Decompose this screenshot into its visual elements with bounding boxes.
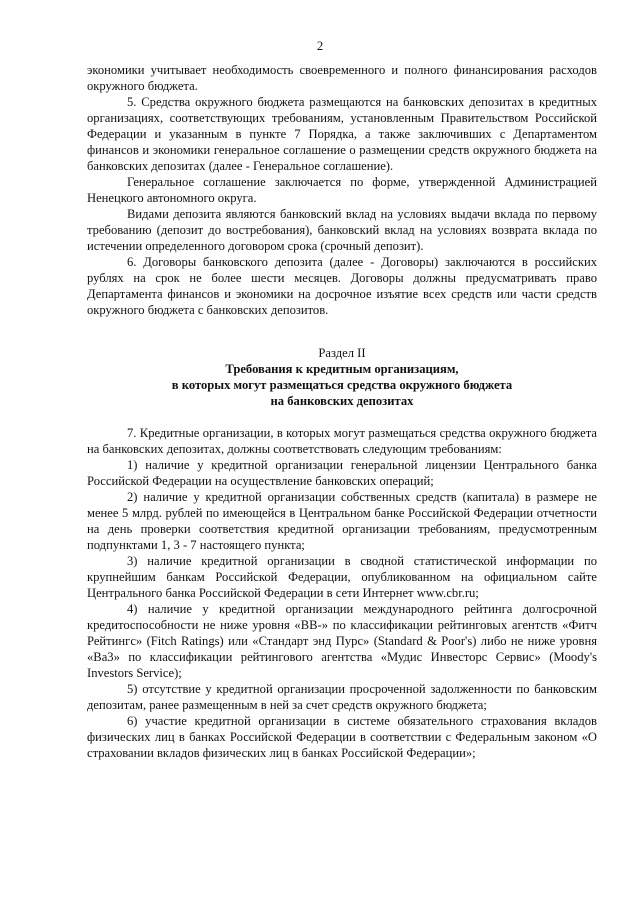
- requirement-1: 1) наличие у кредитной организации генеральной лицензии Центрального банка Российской Федерации на осуществление банковских операций;: [87, 458, 597, 488]
- section-title-line-1: Требования к кредитным организациям,: [225, 362, 459, 376]
- page-number: 2: [316, 39, 324, 53]
- document-body: [87, 62, 597, 761]
- paragraph-item-5: 5. Средства окружного бюджета размещаются на банковских депозитах в кредитных организациях, соответствующих требованиям, установленным Правительством Российской Федерации и указанным в пункте 7 Порядка, а также заключивших с Департаментом финансов и экономики генеральное соглашение о размещении средств окружного бюджета на банковских депозитах (далее - Генеральное соглашение).: [87, 95, 597, 173]
- section-title-line-2: в которых могут размещаться средства окружного бюджета: [171, 378, 513, 392]
- section-label: Раздел II: [318, 346, 366, 360]
- requirement-3: 3) наличие кредитной организации в сводной статистической информации по крупнейшим банкам Российской Федерации, опубликованном на официальном сайте Центрального банка Российской Федерации в сети Интернет www.cbr.ru;: [87, 554, 597, 600]
- requirement-6: 6) участие кредитной организации в системе обязательного страхования вкладов физических лиц в банках Российской Федерации в соответствии с Федеральным законом «О страховании вкладов физических лиц в банках Российской Федерации»;: [87, 714, 597, 760]
- paragraph-item-6: 6. Договоры банковского депозита (далее - Договоры) заключаются в российских рублях на срок не более шести месяцев. Договоры должны предусматривать право Департамента финансов и экономики на досрочное изъятие всех средств или части средств окружного бюджета с банковских депозитов.: [87, 255, 597, 317]
- paragraph-item-7: 7. Кредитные организации, в которых могут размещаться средства окружного бюджета на банковских депозитах, должны соответствовать следующим требованиям:: [87, 426, 597, 456]
- paragraph-general-agreement: Генеральное соглашение заключается по форме, утвержденной Администрацией Ненецкого автономного округа.: [87, 175, 597, 205]
- paragraph-continuation: экономики учитывает необходимость своевременного и полного финансирования расходов окружного бюджета.: [87, 63, 597, 93]
- paragraph-deposit-types: Видами депозита являются банковский вклад на условиях выдачи вклада по первому требованию (депозит до востребования), банковский вклад на условиях возврата вклада по истечении определенного договором срока (срочный депозит).: [87, 207, 597, 253]
- requirement-5: 5) отсутствие у кредитной организации просроченной задолженности по банковским депозитам, ранее размещенным в ней за счет средств окружного бюджета;: [87, 682, 597, 712]
- requirement-2: 2) наличие у кредитной организации собственных средств (капитала) в размере не менее 5 млрд. рублей по имеющейся в Центральном банке Российской Федерации отчетности на день проверки соответствия кредитной организации требованиям, предусмотренным подпунктами 1, 3 - 7 настоящего пункта;: [87, 490, 597, 552]
- section-title-line-3: на банковских депозитах: [270, 394, 414, 408]
- requirement-4: 4) наличие у кредитной организации международного рейтинга долгосрочной кредитоспособности не ниже уровня «ВВ-» по классификации рейтинговых агентств «Фитч Рейтингс» (Fitch Ratings) или «Стандарт энд Пурс» (Standard & Poor's) либо не ниже уровня «Ва3» по классификации рейтингового агентства «Мудис Инвесторс Сервис» (Moody's Investors Service);: [87, 602, 597, 680]
